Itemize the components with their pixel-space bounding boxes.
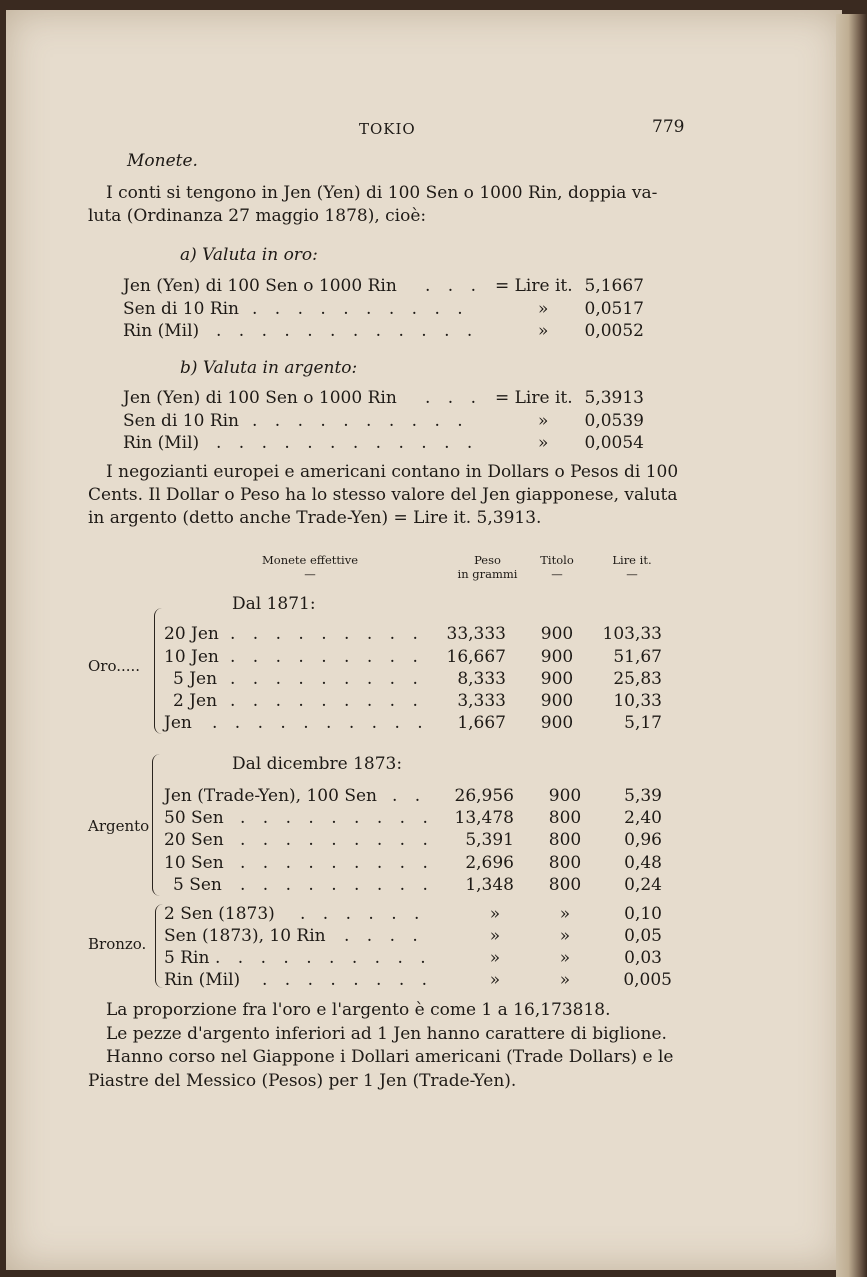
- gold-fineness: 900: [540, 624, 574, 644]
- silver-row-name: Rin (Mil): [123, 433, 200, 453]
- silver-lire: 5,39: [624, 786, 662, 806]
- gold-row-dots: . . . . . . . . . . . .: [216, 321, 479, 341]
- gold-fineness: 900: [540, 713, 574, 733]
- merchants-line-3: in argento (detto anche Trade-Yen) = Lire it. 5,3913.: [88, 508, 542, 528]
- silver-fineness: 800: [548, 830, 582, 850]
- gold-weight: 8,333: [457, 669, 506, 689]
- silver-weight: 2,696: [465, 853, 514, 873]
- bronze-dots: . . . .: [344, 926, 424, 946]
- gold-dots: . . . . . . . . . .: [212, 713, 429, 733]
- silver-fineness: 800: [548, 853, 582, 873]
- bronze-coin: Rin (Mil): [164, 970, 241, 990]
- silver-row-name: Sen di 10 Rin: [123, 411, 240, 431]
- bronze-weight: »: [489, 926, 501, 946]
- bronze-dots: . . . . . . . .: [262, 970, 434, 990]
- gold-coin: 2 Jen: [173, 691, 218, 711]
- silver-row-name: Jen (Yen) di 100 Sen o 1000 Rin: [123, 388, 397, 408]
- silver-dots: . . . . . . . . .: [240, 808, 434, 828]
- gold-lire: 10,33: [613, 691, 662, 711]
- closing-line-1: La proporzione fra l'oro e l'argento è come 1 a 16,173818.: [106, 1000, 611, 1020]
- silver-dots: . . . . . . . . .: [240, 853, 434, 873]
- silver-weight: 26,956: [454, 786, 514, 806]
- silver-dots: . . . . . . . . .: [240, 875, 434, 895]
- gold-lire: 5,17: [624, 713, 662, 733]
- bronze-lire: 0,05: [624, 926, 662, 946]
- merchants-line-2: Cents. Il Dollar o Peso ha lo stesso valore del Jen giapponese, valuta: [88, 485, 678, 505]
- bronze-lire: 0,10: [624, 904, 662, 924]
- header-coins: Monete effettive —: [262, 553, 358, 581]
- silver-dots: . . . . . . . . .: [240, 830, 434, 850]
- silver-row-sign: »: [538, 433, 549, 453]
- gold-row-value: 0,0052: [584, 321, 644, 341]
- silver-row-dots: . . . . . . . . . . . .: [216, 433, 479, 453]
- merchants-line-1: I negozianti europei e americani contano in Dollars o Pesos di 100: [106, 462, 679, 482]
- gold-row-sign: = Lire it.: [495, 276, 573, 296]
- gold-coin: 20 Jen: [164, 624, 219, 644]
- silver-weight: 5,391: [465, 830, 514, 850]
- gold-fineness: 900: [540, 691, 574, 711]
- gold-row-dots: . . . . . . . . . .: [252, 299, 469, 319]
- running-title: TOKIO: [359, 120, 416, 138]
- closing-line-4: Piastre del Messico (Pesos) per 1 Jen (Trade-Yen).: [88, 1071, 517, 1091]
- gold-weight: 3,333: [457, 691, 506, 711]
- bronze-fineness: »: [559, 904, 571, 924]
- intro-line-2: luta (Ordinanza 27 maggio 1878), cioè:: [88, 206, 427, 226]
- gold-row-dots: . . .: [425, 276, 483, 296]
- gold-row-value: 0,0517: [584, 299, 644, 319]
- silver-lire: 0,48: [624, 853, 662, 873]
- gold-fineness: 900: [540, 647, 574, 667]
- gold-fineness: 900: [540, 669, 574, 689]
- gold-lire: 51,67: [613, 647, 662, 667]
- gold-lire: 103,33: [602, 624, 662, 644]
- gold-dots: . . . . . . . . .: [230, 624, 424, 644]
- gold-row-name: Sen di 10 Rin: [123, 299, 240, 319]
- bronze-weight: »: [489, 948, 501, 968]
- gold-valuation-label: a) Valuta in oro:: [180, 245, 318, 265]
- gold-dots: . . . . . . . . .: [230, 647, 424, 667]
- silver-row-value: 0,0539: [584, 411, 644, 431]
- silver-row-sign: »: [538, 411, 549, 431]
- gold-row-sign: »: [538, 321, 549, 341]
- silver-lire: 0,24: [624, 875, 662, 895]
- bronze-fineness: »: [559, 970, 571, 990]
- gold-dots: . . . . . . . . .: [230, 669, 424, 689]
- gold-weight: 33,333: [446, 624, 506, 644]
- closing-line-3: Hanno corso nel Giappone i Dollari americani (Trade Dollars) e le: [106, 1047, 674, 1067]
- silver-coin: 10 Sen: [164, 853, 224, 873]
- gold-weight: 16,667: [446, 647, 506, 667]
- bronze-weight: »: [489, 970, 501, 990]
- silver-subheading: Dal dicembre 1873:: [232, 754, 403, 774]
- bronze-fineness: »: [559, 948, 571, 968]
- silver-row-sign: = Lire it.: [495, 388, 573, 408]
- bronze-fineness: »: [559, 926, 571, 946]
- silver-row-value: 0,0054: [584, 433, 644, 453]
- gold-row-name: Jen (Yen) di 100 Sen o 1000 Rin: [123, 276, 397, 296]
- closing-line-2: Le pezze d'argento inferiori ad 1 Jen hanno carattere di biglione.: [106, 1024, 667, 1044]
- gold-weight: 1,667: [457, 713, 506, 733]
- silver-row-dots: . . . . . . . . . .: [252, 411, 469, 431]
- silver-valuation-label: b) Valuta in argento:: [180, 358, 358, 378]
- page-number: 779: [652, 117, 685, 137]
- bronze-dots: . . . . . .: [300, 904, 426, 924]
- bronze-coin: 5 Rin: [164, 948, 210, 968]
- silver-fineness: 900: [548, 786, 582, 806]
- gold-dots: . . . . . . . . .: [230, 691, 424, 711]
- page-edge: [836, 14, 867, 1277]
- bronze-brace: [155, 904, 164, 988]
- silver-lire: 0,96: [624, 830, 662, 850]
- bronze-coin: Sen (1873), 10 Rin: [164, 926, 326, 946]
- silver-fineness: 800: [548, 808, 582, 828]
- silver-group-label: Argento: [88, 817, 150, 835]
- bronze-lire: 0,005: [623, 970, 672, 990]
- gold-coin: 5 Jen: [173, 669, 218, 689]
- bronze-coin: 2 Sen (1873): [164, 904, 275, 924]
- gold-row-value: 5,1667: [584, 276, 644, 296]
- silver-lire: 2,40: [624, 808, 662, 828]
- silver-weight: 1,348: [465, 875, 514, 895]
- silver-coin: 20 Sen: [164, 830, 224, 850]
- silver-coin: Jen (Trade-Yen), 100 Sen: [164, 786, 377, 806]
- bronze-weight: »: [489, 904, 501, 924]
- section-title: Monete.: [127, 151, 198, 171]
- gold-lire: 25,83: [613, 669, 662, 689]
- bronze-lire: 0,03: [624, 948, 662, 968]
- gold-row-sign: »: [538, 299, 549, 319]
- header-fineness: Titolo —: [540, 553, 574, 581]
- silver-dots: . .: [392, 786, 427, 806]
- silver-row-value: 5,3913: [584, 388, 644, 408]
- header-weight: Peso in grammi: [457, 553, 518, 581]
- silver-coin: 50 Sen: [164, 808, 224, 828]
- silver-weight: 13,478: [454, 808, 514, 828]
- gold-group-label: Oro.....: [88, 657, 141, 675]
- silver-fineness: 800: [548, 875, 582, 895]
- gold-coin: Jen: [164, 713, 192, 733]
- gold-coin: 10 Jen: [164, 647, 219, 667]
- silver-coin: 5 Sen: [173, 875, 222, 895]
- gold-brace: [154, 608, 163, 734]
- gold-subheading: Dal 1871:: [232, 594, 316, 614]
- silver-brace: [152, 754, 161, 896]
- intro-line-1: I conti si tengono in Jen (Yen) di 100 Sen o 1000 Rin, doppia va-: [106, 183, 658, 203]
- gold-row-name: Rin (Mil): [123, 321, 200, 341]
- header-lire: Lire it. —: [612, 553, 652, 581]
- bronze-group-label: Bronzo.: [88, 935, 147, 953]
- bronze-dots: . . . . . . . . . .: [215, 948, 432, 968]
- silver-row-dots: . . .: [425, 388, 483, 408]
